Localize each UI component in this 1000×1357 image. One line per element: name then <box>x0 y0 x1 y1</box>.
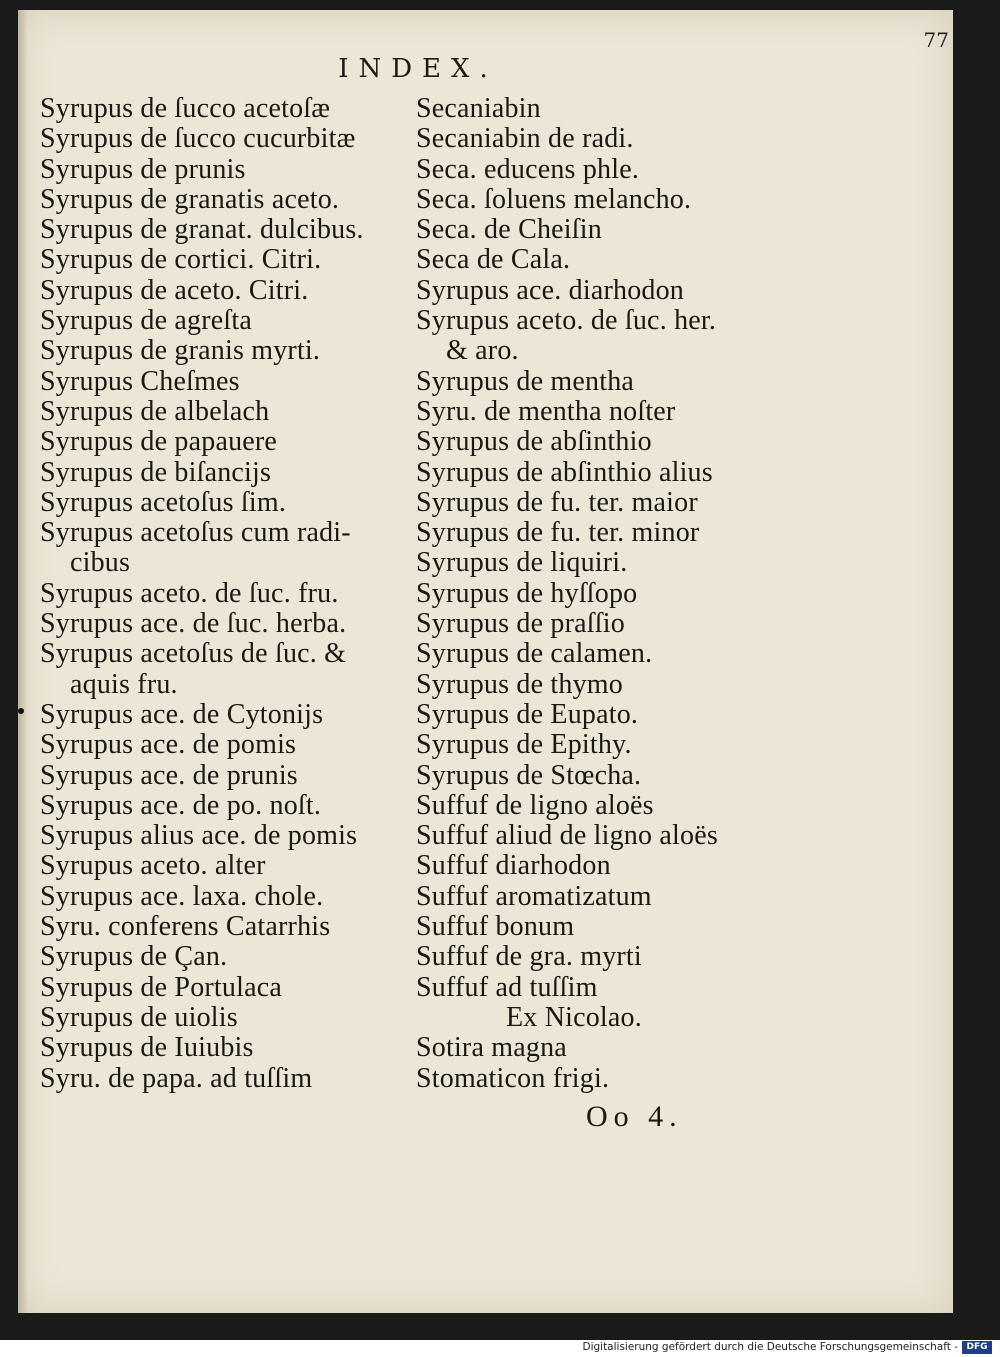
index-entry: Syrupus acetoſus ſim. <box>40 486 287 518</box>
index-column-left <box>40 94 415 1094</box>
index-entry: Syrupus de albelach <box>40 395 270 427</box>
index-entry: Seca. educens phle. <box>416 153 640 185</box>
index-entry: Syrupus de granatis aceto. <box>40 183 340 215</box>
index-entry: Syrupus de liquiri. <box>416 547 628 579</box>
index-entry: Syrupus de thymo <box>416 668 623 700</box>
index-entry: Syrupus alius ace. de pomis <box>40 820 358 852</box>
index-entry: Syrupus de granis myrti. <box>40 335 321 367</box>
index-entry: Syrupus acetoſus de ſuc. & <box>40 638 347 670</box>
index-entry: Syrupus de granat. dulcibus. <box>40 214 364 246</box>
index-entry: Syrupus de calamen. <box>416 638 653 670</box>
index-entry: Syrupus Cheſmes <box>40 365 240 397</box>
index-entry: Syrupus de aceto. Citri. <box>40 274 309 306</box>
funding-credit: Digitalisierung gefördert durch die Deutsche Forschungsgemeinschaft - <box>582 1341 958 1353</box>
index-entry: Syrupus ace. de pomis <box>40 729 297 761</box>
index-entry: Syrupus de agreſta <box>40 305 252 337</box>
index-entry: Syrupus aceto. de ſuc. fru. <box>40 577 339 609</box>
index-entry: Syrupus ace. laxa. chole. <box>40 880 324 912</box>
index-entry: Syrupus de fu. ter. minor <box>416 517 700 549</box>
index-entry: Syrupus ace. de ſuc. herba. <box>40 608 347 640</box>
index-column-right <box>416 94 826 1094</box>
index-entry: Syrupus acetoſus cum radi- <box>40 517 351 549</box>
index-entry: Syrupus de abſinthio <box>416 426 652 458</box>
index-entry: Suffuf aromatizatum <box>416 880 652 912</box>
page-header: INDEX. <box>338 54 498 84</box>
index-entry: Seca de Cala. <box>416 244 571 276</box>
index-entry: Syrupus ace. diarhodon <box>416 274 685 306</box>
index-entry: Syrupus de papauere <box>40 426 278 458</box>
index-entry: Syrupus de fu. ter. maior <box>416 486 698 518</box>
signature-mark: Oo 4. <box>586 1100 683 1133</box>
index-entry: Seca. ſoluens melancho. <box>416 183 692 215</box>
index-entry: Syrupus de ſucco cucurbitæ <box>40 123 356 155</box>
index-entry: Syrupus de hyſſopo <box>416 577 638 609</box>
index-entry: Syrupus de Stœcha. <box>416 759 642 791</box>
index-entry: Syrupus aceto. de ſuc. her. <box>416 305 717 337</box>
index-entry: Syrupus ace. de Cytonijs <box>40 698 324 730</box>
index-entry-continuation: & aro. <box>446 335 519 367</box>
margin-dot <box>18 708 24 714</box>
index-entry: Syrupus de Portulaca <box>40 971 282 1003</box>
index-entry: Syrupus de uiolis <box>40 1001 238 1033</box>
index-entry-continuation: cibus <box>70 547 131 579</box>
index-entry: Syrupus de abſinthio alius <box>416 456 713 488</box>
digitization-footer <box>0 1340 1000 1357</box>
index-entry: Syrupus de biſancijs <box>40 456 272 488</box>
index-entry: Syrupus de prunis <box>40 153 246 185</box>
index-entry: Suffuf bonum <box>416 911 575 943</box>
index-entry: Suffuf de gra. myrti <box>416 941 642 973</box>
index-entry: Seca. de Cheiſin <box>416 214 602 246</box>
index-entry: Syrupus de ſucco acetoſæ <box>40 93 331 124</box>
index-entry: Syrupus de Iuiubis <box>40 1032 254 1064</box>
index-entry: Syrupus de cortici. Citri. <box>40 244 322 276</box>
book-page <box>18 10 953 1313</box>
index-entry: Syrupus de mentha <box>416 365 635 397</box>
index-entry-continuation: aquis fru. <box>70 668 178 700</box>
index-entry: Syrupus ace. de prunis <box>40 759 298 791</box>
index-entry: Syrupus ace. de po. noſt. <box>40 789 322 821</box>
index-entry: Syrupus de Epithy. <box>416 729 632 761</box>
index-entry: Suffuf aliud de ligno aloës <box>416 820 718 852</box>
index-entry: Syru. de papa. ad tuſſim <box>40 1062 313 1094</box>
section-heading: Ex Nicolao. <box>506 1001 642 1033</box>
index-entry: Syrupus de Çan. <box>40 941 228 973</box>
index-entry: Suffuf diarhodon <box>416 850 611 882</box>
index-entry: Syru. de mentha noſter <box>416 395 676 427</box>
index-entry: Stomaticon frigi. <box>416 1062 610 1094</box>
index-entry: Syrupus de Eupato. <box>416 698 639 730</box>
index-entry: Sotira magna <box>416 1032 567 1064</box>
index-entry: Secaniabin de radi. <box>416 123 634 155</box>
index-entry: Syrupus aceto. alter <box>40 850 266 882</box>
index-entry: Suffuf ad tuſſim <box>416 971 598 1003</box>
dfg-logo: DFG <box>962 1341 992 1354</box>
index-entry: Suffuf de ligno aloës <box>416 789 654 821</box>
index-entry: Syru. conferens Catarrhis <box>40 911 331 943</box>
index-entry: Secaniabin <box>416 93 541 124</box>
index-entry: Syrupus de praſſio <box>416 608 625 640</box>
folio-number: 77 <box>923 28 949 52</box>
